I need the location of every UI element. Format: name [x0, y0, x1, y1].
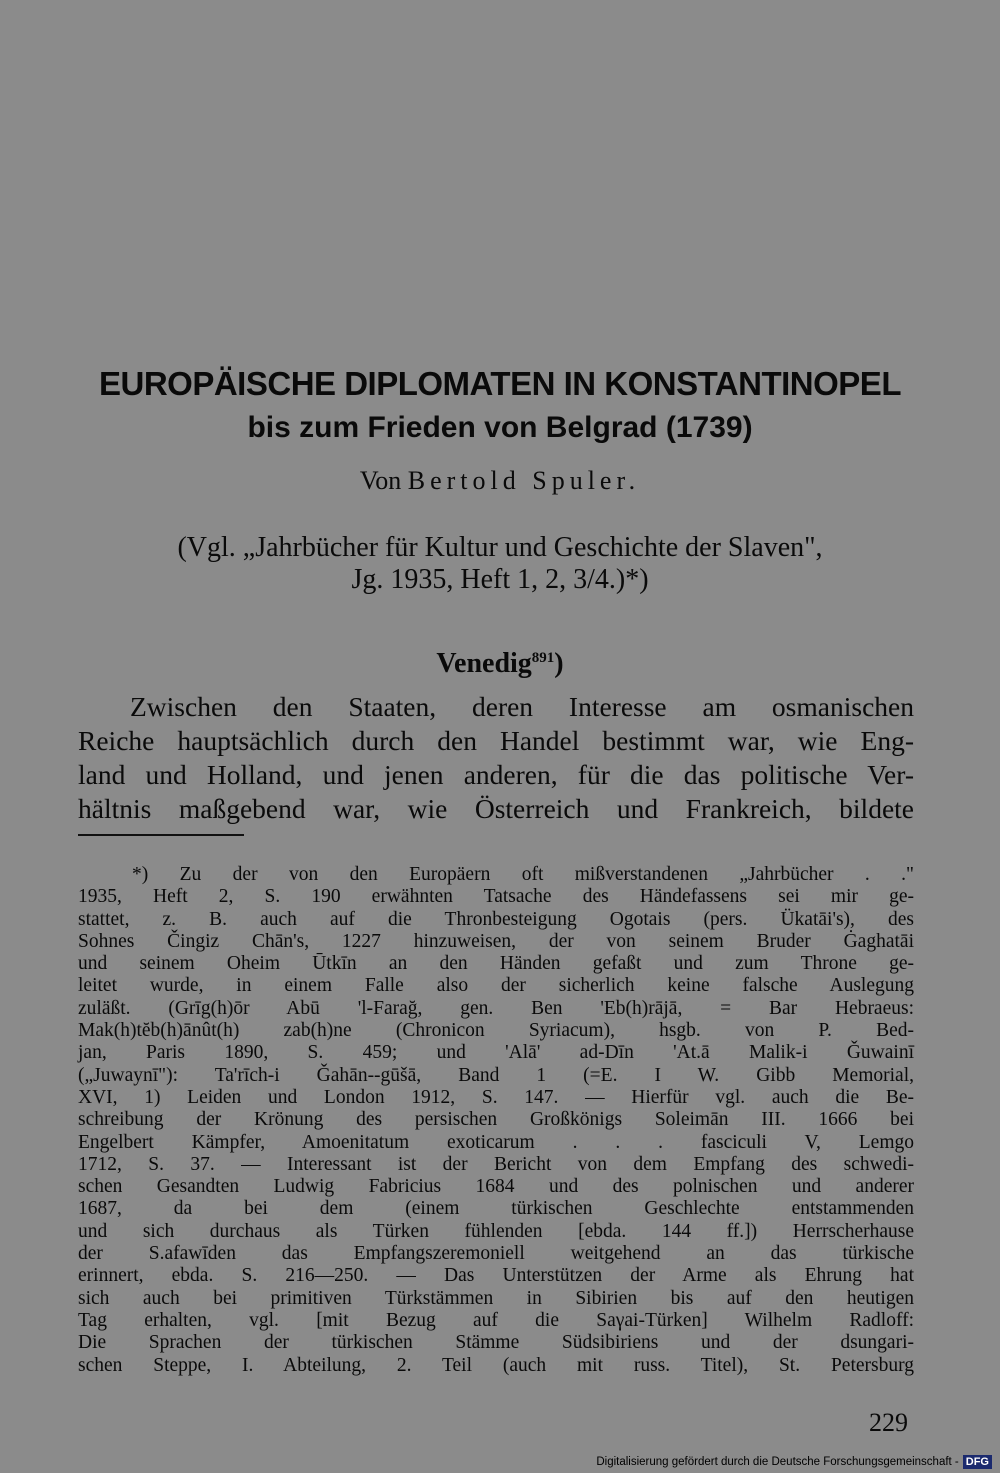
body-line: land und Holland, und jenen anderen, für die das politische Ver- — [78, 759, 914, 790]
page-number: 229 — [869, 1408, 908, 1437]
body-line: Reiche hauptsächlich durch den Handel bestimmt war, wie Eng- — [78, 725, 914, 756]
footnote-marker: 891 — [531, 650, 555, 666]
footnote-line: 1712, S. 37. — Interessant ist der Bericht von dem Empfang des schwedi- — [78, 1153, 914, 1175]
footnote-line: Mak(h)tĕb(h)ānût(h) zab(h)ne (Chronicon Syriacum), hsgb. von P. Bed- — [78, 1020, 914, 1042]
reference-line: (Vgl. „Jahrbücher für Kultur und Geschichte der Slaven", — [177, 532, 823, 563]
footnote-line: schreibung der Krönung des persischen Großkönigs Soleimān III. 1666 bei — [78, 1109, 914, 1131]
footnote-line: Engelbert Kämpfer, Amoenitatum exoticarum . . . fasciculi V, Lemgo — [78, 1131, 914, 1153]
credit-text: Digitalisierung gefördert durch die Deutsche Forschungsgemeinschaft - — [596, 1456, 959, 1468]
footnote-line: schen Gesandten Ludwig Fabricius 1684 und des polnischen und anderer — [78, 1176, 914, 1198]
footnote-line: leitet wurde, in einem Falle also der sicherlich keine falsche Auslegung — [78, 975, 914, 997]
footnote — [78, 864, 914, 1377]
footnote-line: Die Sprachen der türkischen Stämme Südsibiriens und der dsungari- — [78, 1332, 914, 1354]
footnote-line: erinnert, ebda. S. 216—250. — Das Unterstützen der Arme als Ehrung hat — [78, 1265, 914, 1287]
footnote-line: Sohnes Čingiz Chān's, 1227 hinzuweisen, der von seinem Bruder Ġaghatāi — [78, 930, 914, 952]
author-prefix: Von — [359, 466, 408, 495]
footnote-line: und sich durchaus als Türken fühlenden [ebda. 144 ff.]) Herrscherhause — [78, 1220, 914, 1242]
section-heading-close: ) — [554, 648, 564, 679]
footnote-line: 1935, Heft 2, S. 190 erwähnten Tatsache des Händefassens sei mir ge- — [78, 886, 914, 908]
reference-note — [0, 532, 1000, 596]
footnote-line: der S.afawīden das Empfangszeremoniell weitgehend an das türkische — [78, 1243, 914, 1265]
body-line: hältnis maßgebend war, wie Österreich und Frankreich, bildete — [78, 793, 914, 824]
body-line: Zwischen den Staaten, deren Interesse am osmanischen — [130, 691, 914, 722]
section-heading — [0, 640, 1000, 682]
footnote-line: und seinem Oheim Ūtkīn an den Händen gefaßt und zum Throne ge- — [78, 953, 914, 975]
body-paragraph — [78, 690, 914, 826]
footnote-line: sich auch bei primitiven Türkstämmen in Sibirien bis auf den heutigen — [78, 1287, 914, 1309]
footnote-line: schen Steppe, I. Abteilung, 2. Teil (auch mit russ. Titel), St. Petersburg — [78, 1354, 914, 1376]
footnote-line: XVI, 1) Leiden und London 1912, S. 147. — Hierfür vgl. auch die Be- — [78, 1086, 914, 1108]
footnote-separator — [78, 834, 244, 836]
footnote-line: stattet, z. B. auch auf die Thronbesteigung Ogotais (pers. Ükatāi's), des — [78, 908, 914, 930]
author-name: Bertold Spuler. — [407, 466, 641, 495]
footnote-line: *) Zu der von den Europäern oft mißverstandenen „Jahrbücher . ." — [132, 864, 914, 885]
article-subtitle: bis zum Frieden von Belgrad (1739) — [247, 411, 753, 444]
footnote-line: jan, Paris 1890, S. 459; und 'Alā' ad-Dīn 'At.ā Malik-i Ǧuwainī — [78, 1042, 914, 1064]
digitization-credit — [0, 1451, 1000, 1473]
section-heading-text: Venedig — [436, 648, 532, 679]
footnote-line: („Juwaynī"): Ta'rīch-i Ǧahān--gūšā, Band 1 (=E. I W. Gibb Memorial, — [78, 1064, 914, 1086]
footnote-line: Tag erhalten, vgl. [mit Bezug auf die Saγai-Türken] Wilhelm Radloff: — [78, 1309, 914, 1331]
footnote-line: 1687, da bei dem (einem türkischen Geschlechte entstammenden — [78, 1198, 914, 1220]
article-title: EUROPÄISCHE DIPLOMATEN IN KONSTANTINOPEL — [99, 365, 901, 402]
reference-line: Jg. 1935, Heft 1, 2, 3/4.)*) — [351, 564, 649, 595]
dfg-logo: DFG — [963, 1455, 992, 1469]
author-line — [0, 464, 1000, 498]
footnote-line: zuläßt. (Grīg(h)ōr Abū 'l-Farağ, gen. Ben 'Eb(h)rājā, = Bar Hebraeus: — [78, 997, 914, 1019]
